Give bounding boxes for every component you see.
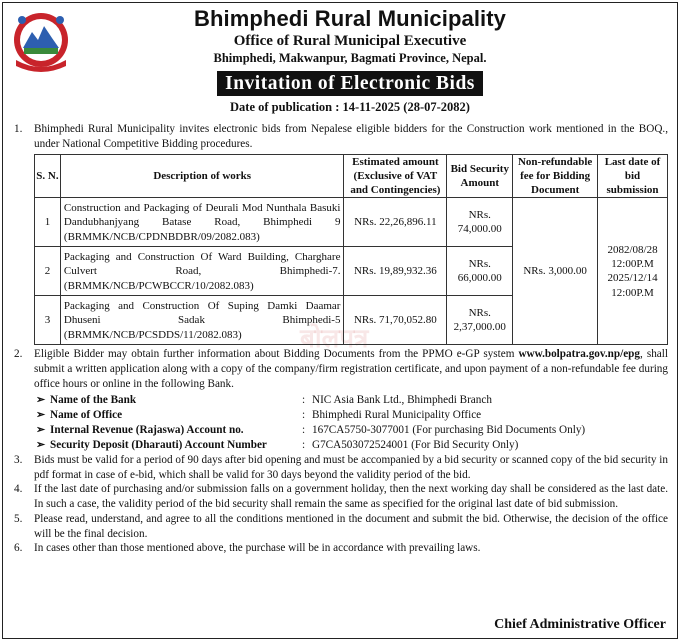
clause-text bbox=[34, 347, 668, 391]
signature-title: Chief Administrative Officer bbox=[494, 617, 666, 632]
arrow-bullet-icon: ➢ bbox=[36, 408, 46, 421]
watermark: बोलपत्र bbox=[300, 324, 369, 354]
row-sn: 1 bbox=[35, 198, 61, 247]
clause-text: In cases other than those mentioned above, the purchase will be in accordance with prevailing laws. bbox=[34, 542, 481, 555]
clause-number: 2. bbox=[14, 348, 23, 361]
header-bid-security: Bid Security Amount bbox=[447, 154, 513, 198]
header-description: Description of works bbox=[60, 154, 344, 198]
clause-3 bbox=[8, 453, 668, 483]
bank-detail-label: Internal Revenue (Rajaswa) Account no. bbox=[50, 423, 244, 436]
row-description: Packaging and Construction Of Ward Building, Charghare Culvert Road, Bhimphedi-7. (BRMMK/NCB/PCWBCCR/10/2082.083) bbox=[60, 247, 344, 296]
publication-date: Date of publication : 14-11-2025 (28-07-2082) bbox=[230, 100, 470, 114]
last-date-ad: 2025/12/14 bbox=[607, 272, 658, 285]
letterhead bbox=[0, 6, 680, 115]
clause-number: 6. bbox=[14, 542, 23, 555]
row-sn: 2 bbox=[35, 247, 61, 296]
last-date-cell bbox=[598, 198, 668, 345]
clause-text: If the last date of purchasing and/or submission falls on a government holiday, then the next working day shall be considered as the last date. In such a case, the validity period of the bid security shall remain the same as specified for the original last date of bid submission. bbox=[34, 483, 668, 511]
row-estimated-amount: NRs. 19,89,932.36 bbox=[344, 247, 447, 296]
bank-detail-label: Security Deposit (Dharauti) Account Number bbox=[50, 438, 267, 451]
clause-6 bbox=[8, 541, 668, 556]
clause-text: Please read, understand, and agree to all the conditions mentioned in the document and submit the bid. Otherwise, the decision of the office will be the final decision. bbox=[34, 512, 668, 540]
clause-1 bbox=[8, 122, 668, 152]
bank-detail-row bbox=[34, 423, 668, 438]
bank-detail-value: G7CA503072524001 (For Bid Security Only) bbox=[312, 438, 519, 451]
bank-detail-row bbox=[34, 408, 668, 423]
clause-text-part: , shall submit a written application along with a copy of the company/firm registration certificate, and upon payment of a non-refundable fee during office hours or online in the following Bank. bbox=[34, 348, 668, 391]
office-subtitle: Office of Rural Municipal Executive bbox=[233, 33, 467, 49]
works-table bbox=[34, 154, 668, 346]
last-date-bs: 2082/08/28 bbox=[607, 243, 658, 256]
row-estimated-amount: NRs. 71,70,052.80 bbox=[344, 296, 447, 345]
header-sn: S. N. bbox=[35, 154, 61, 198]
bank-detail-row bbox=[34, 438, 668, 453]
notice-heading: Invitation of Electronic Bids bbox=[217, 71, 483, 96]
separator: : bbox=[302, 423, 306, 436]
row-description: Construction and Packaging of Deurali Mod Nunthala Basuki Dandubhanjyang Batase Road, Bhimphedi 9 (BRMMK/NCB/CPDNBDBR/09/2082.083) bbox=[60, 198, 344, 247]
clause-number: 5. bbox=[14, 512, 23, 525]
fee-cell: NRs. 3,000.00 bbox=[513, 198, 598, 345]
notice-body bbox=[8, 122, 668, 556]
clause-number: 1. bbox=[14, 123, 23, 135]
table-row bbox=[35, 198, 668, 247]
row-estimated-amount: NRs. 22,26,896.11 bbox=[344, 198, 447, 247]
clause-2 bbox=[8, 347, 668, 391]
clause-text: Bids must be valid for a period of 90 days after bid opening and must be accompanied by a bid security or scanned copy of the bid security in pdf format in case of e-bid, which shall be valid for 30 days beyond the validity period of the bid. bbox=[34, 453, 668, 481]
bank-detail-label: Name of Office bbox=[50, 408, 123, 421]
clause-text: Bhimphedi Rural Municipality invites electronic bids from Nepalese eligible bidders for the Construction work mentioned in the BOQ., under National Competitive Bidding procedures. bbox=[34, 123, 668, 150]
table-header-row bbox=[35, 154, 668, 198]
bank-details bbox=[34, 393, 668, 453]
row-bid-security: NRs. 2,37,000.00 bbox=[447, 296, 513, 345]
row-sn: 3 bbox=[35, 296, 61, 345]
bank-detail-value: Bhimphedi Rural Municipality Office bbox=[312, 408, 482, 421]
separator: : bbox=[302, 438, 306, 451]
header-fee: Non-refundable fee for Bidding Document bbox=[513, 154, 598, 198]
last-time-ad: 12:00P.M bbox=[611, 286, 654, 299]
clause-text-part: Eligible Bidder may obtain further information about Bidding Documents from the PPMO e-GP system bbox=[34, 348, 519, 361]
separator: : bbox=[302, 408, 306, 421]
separator: : bbox=[302, 393, 306, 406]
clause-5 bbox=[8, 512, 668, 542]
bolpatra-link[interactable]: www.bolpatra.gov.np/epg bbox=[518, 348, 640, 361]
header-last-date: Last date of bid submission bbox=[598, 154, 668, 198]
row-bid-security: NRs. 66,000.00 bbox=[447, 247, 513, 296]
row-description: Packaging and Construction Of Suping Damki Daamar Dhuseni Sadak Bhimphedi-5 (BRMMK/NCB/PCSDDS/11/2082.083) bbox=[60, 296, 344, 345]
last-time-bs: 12:00P.M bbox=[611, 258, 654, 271]
clause-number: 4. bbox=[14, 483, 23, 496]
municipality-title: Bhimphedi Rural Municipality bbox=[193, 6, 507, 31]
clause-number: 3. bbox=[14, 453, 23, 466]
header-estimated-amount: Estimated amount (Exclusive of VAT and Contingencies) bbox=[344, 154, 447, 198]
arrow-bullet-icon: ➢ bbox=[36, 393, 46, 406]
bank-detail-row bbox=[34, 393, 668, 408]
bank-detail-value: 167CA5750-3077001 (For purchasing Bid Documents Only) bbox=[312, 423, 586, 436]
arrow-bullet-icon: ➢ bbox=[36, 438, 46, 451]
bank-detail-value: NIC Asia Bank Ltd., Bhimphedi Branch bbox=[312, 393, 492, 406]
row-bid-security: NRs. 74,000.00 bbox=[447, 198, 513, 247]
office-address: Bhimphedi, Makwanpur, Bagmati Province, Nepal. bbox=[213, 51, 487, 65]
arrow-bullet-icon: ➢ bbox=[36, 423, 46, 436]
bank-detail-label: Name of the Bank bbox=[50, 393, 137, 406]
clause-4 bbox=[8, 482, 668, 512]
